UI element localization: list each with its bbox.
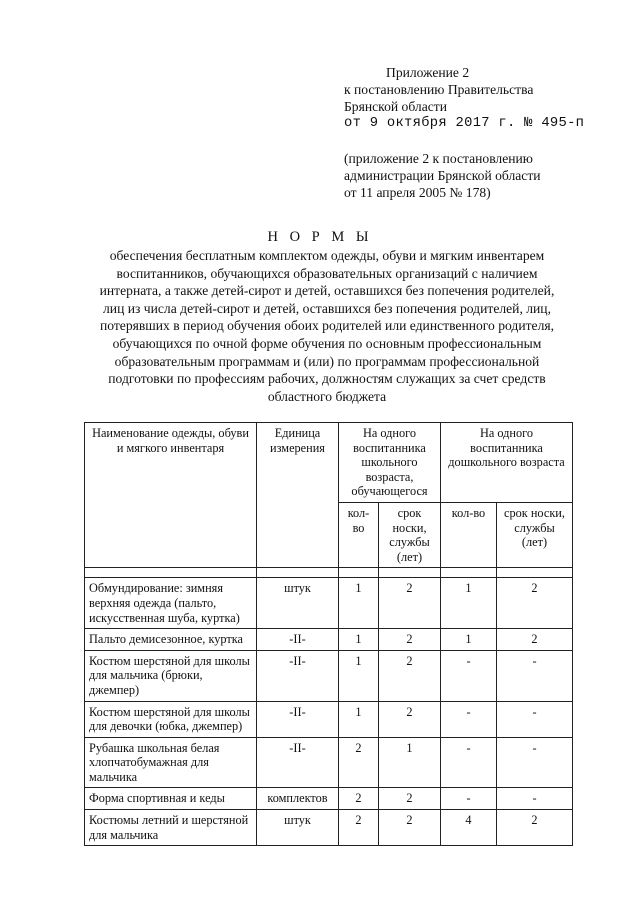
appendix-header (344, 64, 614, 132)
preschool-qty-cell: 4 (441, 810, 497, 846)
table-row (85, 629, 573, 651)
item-name-cell: Костюмы летний и шерстяной для мальчика (85, 810, 257, 846)
unit-cell: -II- (257, 701, 339, 737)
reference-line-3: от 11 апреля 2005 № 178) (344, 185, 491, 200)
appendix-label: Приложение 2 (386, 65, 470, 80)
school-term-cell: 2 (379, 629, 441, 651)
school-term-cell: 2 (379, 701, 441, 737)
preschool-term-cell: - (497, 650, 573, 701)
subtitle-line: потерявших в период обучения обоих родителей или единственного родителя, (99, 318, 555, 334)
header-preschool-term: срок носки, службы (лет) (497, 502, 573, 567)
preschool-qty-cell: - (441, 737, 497, 788)
preschool-term-cell: - (497, 701, 573, 737)
school-qty-cell: 2 (339, 810, 379, 846)
school-qty-cell: 1 (339, 629, 379, 651)
school-qty-cell: 2 (339, 737, 379, 788)
subtitle-line: интерната, а также детей-сирот и детей, оставшихся без попечения родителей, (99, 283, 555, 299)
unit-cell: -II- (257, 650, 339, 701)
appendix-date-line: от 9 октября 2017 г. № 495-п (344, 116, 585, 131)
preschool-term-cell: - (497, 788, 573, 810)
preschool-qty-cell: - (441, 650, 497, 701)
subtitle-line: образовательным программам и (или) по программам профессиональной (114, 353, 540, 369)
item-name-cell: Костюм шерстяной для школы для мальчика (брюки, джемпер) (85, 650, 257, 701)
appendix-line-2: Брянской области (344, 99, 447, 114)
header-unit: Единица измерения (257, 423, 339, 568)
preschool-qty-cell: - (441, 788, 497, 810)
unit-cell: штук (257, 578, 339, 629)
preschool-qty-cell: 1 (441, 629, 497, 651)
preschool-term-cell: 2 (497, 578, 573, 629)
table-row (85, 578, 573, 629)
item-name-cell: Обмундирование: зимняя верхняя одежда (пальто, искусственная шуба, куртка) (85, 578, 257, 629)
document-subtitle (72, 247, 582, 405)
subtitle-line: подготовки по профессиям рабочих, должностям служащих за счет средств (108, 371, 546, 387)
header-item-name: Наименование одежды, обуви и мягкого инвентаря (85, 423, 257, 568)
item-name-cell: Рубашка школьная белая хлопчатобумажная для мальчика (85, 737, 257, 788)
subtitle-line: областного бюджета (267, 388, 387, 404)
item-name-cell: Форма спортивная и кеды (85, 788, 257, 810)
subtitle-line: обучающихся по очной форме обучения по основным профессиональным (112, 335, 542, 351)
table-row (85, 788, 573, 810)
norms-table (84, 422, 573, 846)
document-title: Н О Р М Ы (267, 229, 373, 245)
header-school-qty: кол-во (339, 502, 379, 567)
school-qty-cell: 2 (339, 788, 379, 810)
school-qty-cell: 1 (339, 650, 379, 701)
preschool-qty-cell: - (441, 701, 497, 737)
subtitle-line: воспитанников, обучающихся образовательных организаций с наличием (116, 265, 538, 281)
preschool-term-cell: 2 (497, 629, 573, 651)
item-name-cell: Костюм шерстяной для школы для девочки (юбка, джемпер) (85, 701, 257, 737)
school-term-cell: 2 (379, 810, 441, 846)
subtitle-line: лиц из числа детей-сирот и детей, оставшихся без попечения родителей, лиц, (103, 300, 551, 316)
header-preschool-qty: кол-во (441, 502, 497, 567)
school-term-cell: 2 (379, 788, 441, 810)
reference-note (344, 150, 614, 201)
reference-line-2: администрации Брянской области (344, 168, 541, 183)
header-preschool-age: На одного воспитанника дошкольного возраста (441, 423, 573, 503)
header-school-term: срок носки, службы (лет) (379, 502, 441, 567)
table-row (85, 810, 573, 846)
unit-cell: -II- (257, 629, 339, 651)
unit-cell: комплектов (257, 788, 339, 810)
unit-cell: -II- (257, 737, 339, 788)
header-school-age: На одного воспитанника школьного возраста, обучающегося (339, 423, 441, 503)
norms-table-body (85, 568, 573, 846)
table-row (85, 650, 573, 701)
school-term-cell: 2 (379, 578, 441, 629)
table-row (85, 701, 573, 737)
school-qty-cell: 1 (339, 578, 379, 629)
appendix-line-1: к постановлению Правительства (344, 82, 534, 97)
preschool-term-cell: - (497, 737, 573, 788)
preschool-qty-cell: 1 (441, 578, 497, 629)
school-term-cell: 1 (379, 737, 441, 788)
preschool-term-cell: 2 (497, 810, 573, 846)
table-row (85, 737, 573, 788)
school-term-cell: 2 (379, 650, 441, 701)
school-qty-cell: 1 (339, 701, 379, 737)
reference-line-1: (приложение 2 к постановлению (344, 151, 533, 166)
item-name-cell: Пальто демисезонное, куртка (85, 629, 257, 651)
unit-cell: штук (257, 810, 339, 846)
subtitle-line: обеспечения бесплатным комплектом одежды, обуви и мягким инвентарем (109, 248, 545, 263)
